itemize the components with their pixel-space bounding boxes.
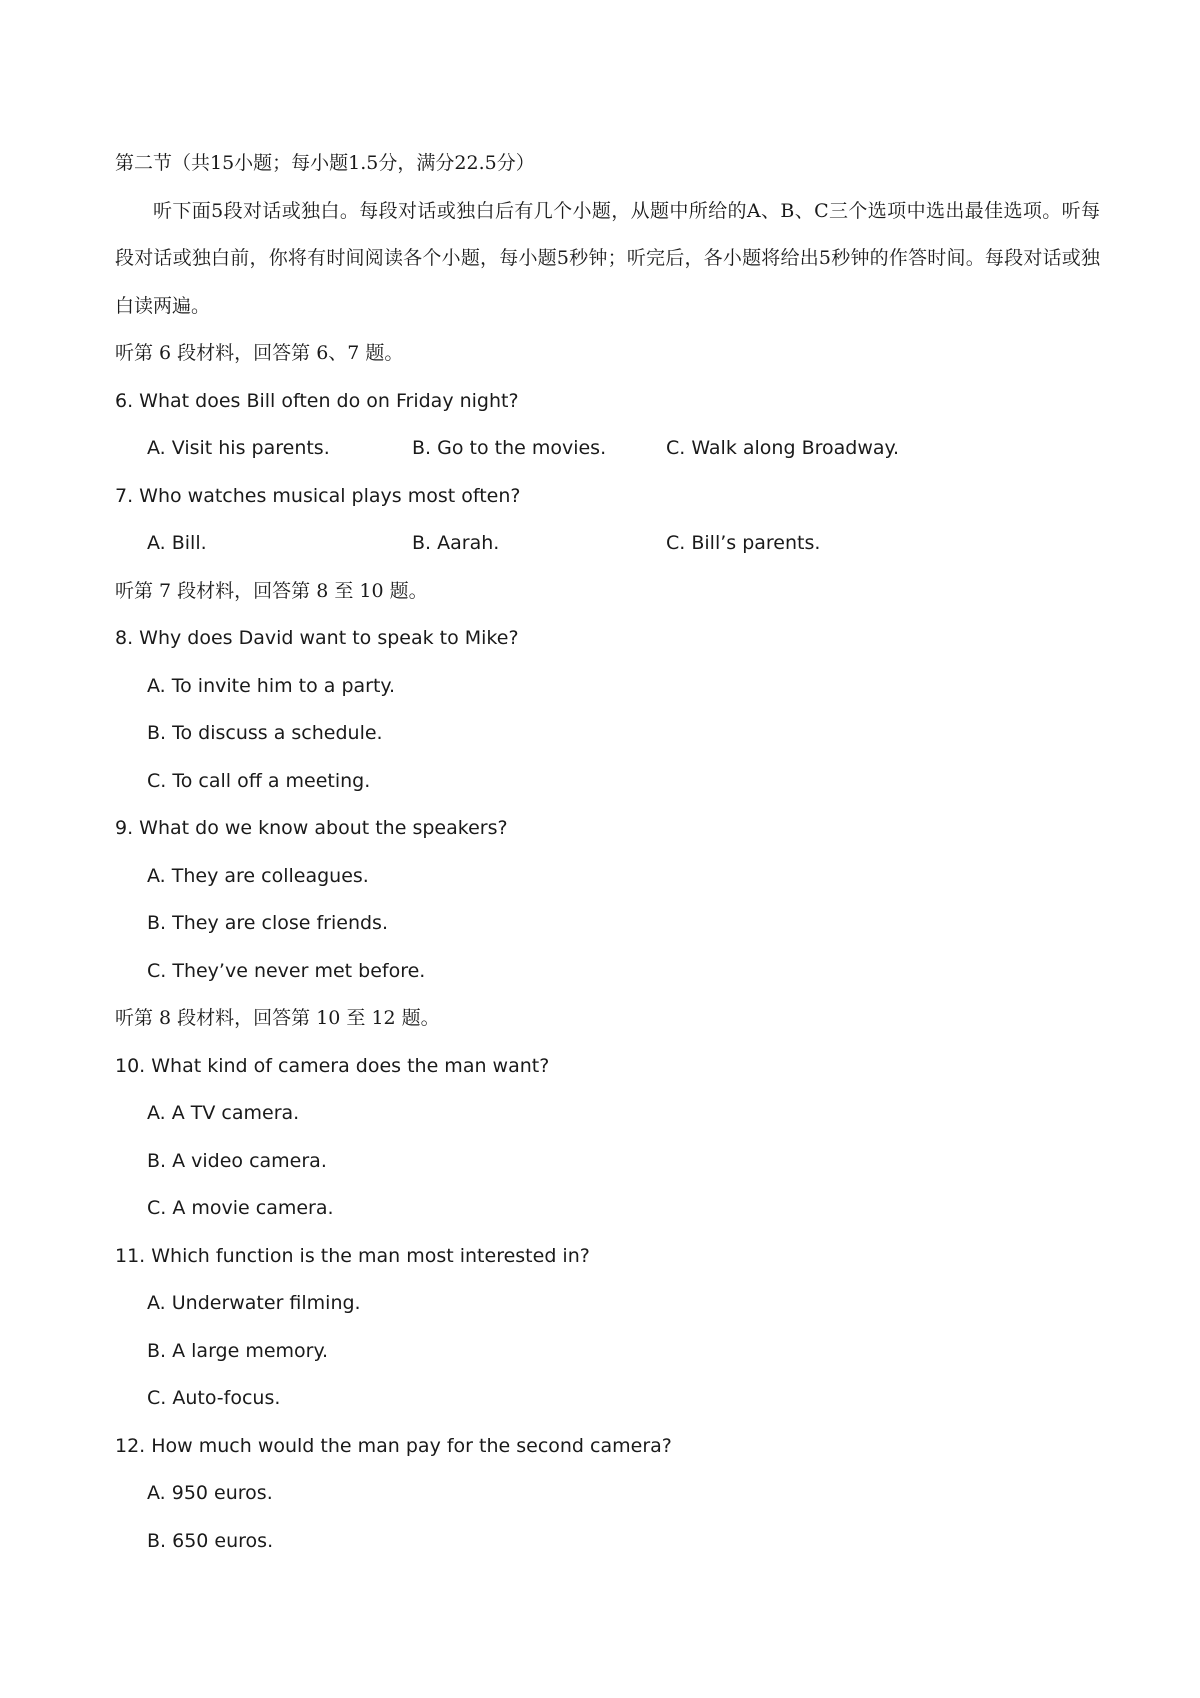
answer-option: A. They are colleagues. bbox=[147, 864, 369, 887]
question-stem: 10. What kind of camera does the man want? bbox=[115, 1054, 550, 1077]
answer-option: B. Aarah. bbox=[412, 532, 500, 554]
question-stem: 7. Who watches musical plays most often? bbox=[115, 484, 521, 507]
answer-option: C. Bill’s parents. bbox=[666, 532, 821, 554]
question-stem: 6. What does Bill often do on Friday night? bbox=[115, 389, 519, 412]
group-heading: 听第 8 段材料，回答第 10 至 12 题。 bbox=[115, 1007, 440, 1029]
options-row bbox=[115, 425, 1100, 473]
exam-page bbox=[115, 140, 1100, 1565]
group-heading: 听第 6 段材料，回答第 6、7 题。 bbox=[115, 342, 404, 364]
instructions: 听下面5段对话或独白。每段对话或独白后有几个小题，从题中所给的A、B、C三个选项中选出最佳选项。听每段对话或独白前，你将有时间阅读各个小题，每小题5秒钟；听完后，各小题将给出5秒钟的作答时间。每段对话或独白读两遍。 bbox=[115, 199, 1100, 317]
answer-option: C. Walk along Broadway. bbox=[666, 437, 900, 459]
question-stem: 11. Which function is the man most interested in? bbox=[115, 1244, 590, 1267]
answer-option: B. A large memory. bbox=[147, 1339, 329, 1362]
answer-option: B. To discuss a schedule. bbox=[147, 722, 383, 744]
answer-option: C. A movie camera. bbox=[147, 1197, 334, 1219]
answer-option: C. They’ve never met before. bbox=[147, 959, 426, 982]
answer-option: A. Bill. bbox=[147, 532, 207, 554]
answer-option: A. Visit his parents. bbox=[147, 437, 330, 459]
answer-option: B. Go to the movies. bbox=[412, 437, 607, 459]
answer-option: C. To call off a meeting. bbox=[147, 769, 371, 792]
question-groups bbox=[115, 330, 1100, 1565]
answer-option: B. A video camera. bbox=[147, 1149, 327, 1172]
answer-option: A. 950 euros. bbox=[147, 1482, 273, 1504]
section-header: 第二节（共15小题；每小题1.5分，满分22.5分） bbox=[115, 152, 535, 174]
group-heading: 听第 7 段材料，回答第 8 至 10 题。 bbox=[115, 579, 428, 602]
question-stem: 12. How much would the man pay for the second camera? bbox=[115, 1434, 672, 1457]
question-stem: 8. Why does David want to speak to Mike? bbox=[115, 627, 519, 649]
answer-option: A. To invite him to a party. bbox=[147, 674, 396, 697]
question-stem: 9. What do we know about the speakers? bbox=[115, 817, 508, 839]
answer-option: B. They are close friends. bbox=[147, 912, 388, 934]
answer-option: A. A TV camera. bbox=[147, 1102, 300, 1124]
answer-option: C. Auto-focus. bbox=[147, 1387, 281, 1409]
answer-option: B. 650 euros. bbox=[147, 1529, 274, 1552]
options-row bbox=[115, 520, 1100, 568]
answer-option: A. Underwater filming. bbox=[147, 1292, 361, 1314]
